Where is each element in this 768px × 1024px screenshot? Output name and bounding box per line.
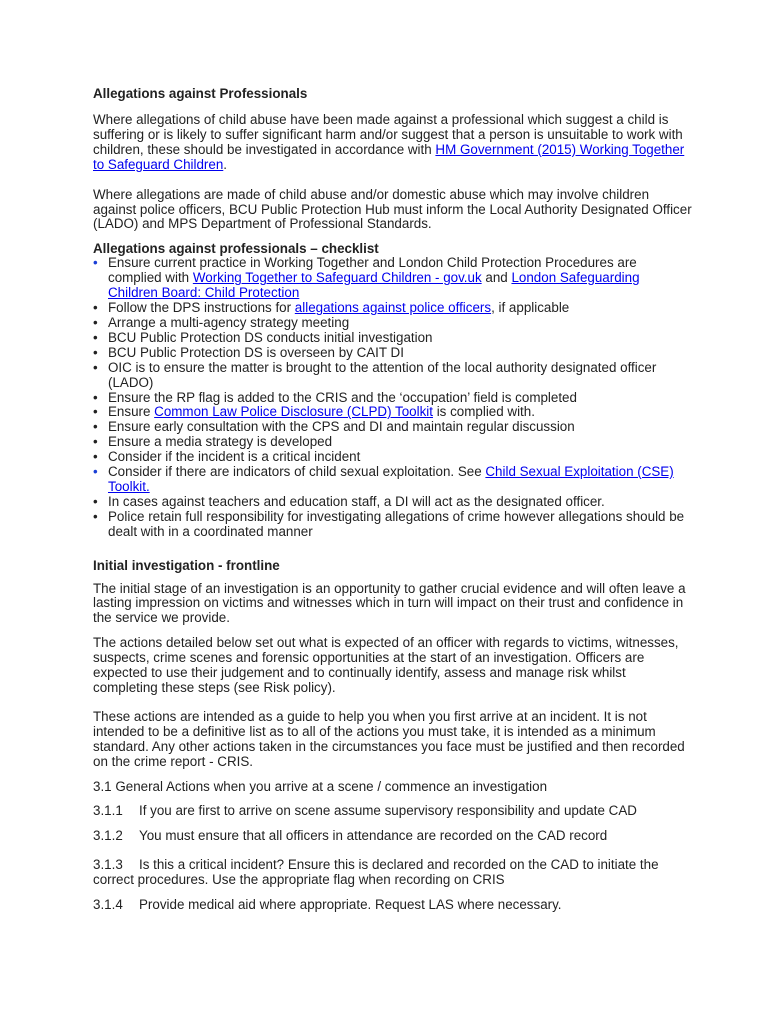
list-item-text: In cases against teachers and education staff, a DI will act as the designated officer. bbox=[108, 493, 605, 509]
bullet-icon: • bbox=[93, 508, 98, 524]
list-item-text: Ensure current practice in Working Together and London Child Protection Procedures are complied with bbox=[108, 255, 637, 286]
heading-initial-investigation: Initial investigation - frontline bbox=[93, 557, 280, 573]
list-item bbox=[93, 361, 693, 391]
list-item-text: OIC is to ensure the matter is brought to the attention of the local authority designated officer (LADO) bbox=[108, 359, 657, 390]
item-number: 3.1.4 bbox=[93, 897, 123, 913]
item-text: Provide medical aid where appropriate. Request LAS where necessary. bbox=[139, 897, 562, 913]
checklist-list bbox=[93, 256, 693, 539]
paragraph-text: Where allegations of child abuse have been made against a professional which suggest a child is suffering or is likely to suffer significant harm and/or suggest that a person is unsuitable to work with children, these should be investigated in accordance with bbox=[93, 112, 683, 157]
bullet-icon: • bbox=[93, 359, 98, 375]
bullet-icon: • bbox=[93, 300, 98, 316]
bullet-icon: • bbox=[93, 389, 98, 405]
paragraph-actions-guide: These actions are intended as a guide to help you when you first arrive at an incident. It is not intended to be a definitive list as to all of the actions you must take, it is intended as a minimum standard. Any other actions taken in the circumstances you face must be justified and then recorded on the crime report - CRIS. bbox=[93, 708, 685, 769]
list-item bbox=[93, 346, 693, 361]
link-london-safeguarding-children-board[interactable]: London Safeguarding Children Board: Child Protection bbox=[108, 270, 640, 301]
heading-allegations-against-professionals: Allegations against Professionals bbox=[93, 86, 308, 101]
link-clpd-toolkit[interactable]: Common Law Police Disclosure (CLPD) Toolkit bbox=[154, 404, 433, 420]
bullet-icon: • bbox=[93, 329, 98, 345]
list-item-text: Ensure a media strategy is developed bbox=[108, 434, 333, 450]
list-item-text: Ensure the RP flag is added to the CRIS and the ‘occupation’ field is completed bbox=[108, 389, 577, 405]
link-allegations-against-police-officers[interactable]: allegations against police officers bbox=[294, 300, 492, 316]
list-item bbox=[93, 301, 693, 316]
bullet-icon: • bbox=[93, 255, 98, 271]
list-item bbox=[93, 435, 693, 450]
item-text: If you are first to arrive on scene assume supervisory responsibility and update CAD bbox=[139, 803, 637, 819]
bullet-icon: • bbox=[93, 434, 98, 450]
list-item-text: Consider if the incident is a critical incident bbox=[108, 449, 361, 465]
list-item-text: Follow the DPS instructions for bbox=[108, 300, 295, 316]
bullet-icon: • bbox=[93, 404, 98, 420]
list-item bbox=[93, 316, 693, 331]
bullet-icon: • bbox=[93, 449, 98, 465]
bullet-icon: • bbox=[93, 464, 98, 480]
list-item-text: Ensure bbox=[108, 404, 155, 420]
bullet-icon: • bbox=[93, 314, 98, 330]
bullet-icon: • bbox=[93, 419, 98, 435]
list-item bbox=[93, 331, 693, 346]
heading-checklist: Allegations against professionals – checklist bbox=[93, 241, 379, 257]
paragraph-general-actions: 3.1 General Actions when you arrive at a scene / commence an investigation bbox=[93, 778, 548, 794]
bullet-icon: • bbox=[93, 493, 98, 509]
paragraph-allegations-police: Where allegations are made of child abuse and/or domestic abuse which may involve children against police officers, BCU Public Protection Hub must inform the Local Authority Designated Officer (LADO) and MPS Department of Professional Standards. bbox=[93, 186, 692, 232]
list-item-text: BCU Public Protection DS is overseen by CAIT DI bbox=[108, 344, 404, 360]
list-item-text: , if applicable bbox=[491, 300, 570, 316]
list-item bbox=[93, 405, 693, 420]
list-item-text: Consider if there are indicators of child sexual exploitation. See bbox=[108, 464, 486, 480]
list-item-text: BCU Public Protection DS conducts initial investigation bbox=[108, 329, 433, 345]
list-item bbox=[93, 495, 693, 510]
numbered-item-3-1-4 bbox=[93, 898, 693, 913]
paragraph-initial-stage: The initial stage of an investigation is an opportunity to gather crucial evidence and will often leave a lasting impression on victims and witnesses which in turn will impact on their trust and confidence in the service we provide. bbox=[93, 580, 686, 626]
list-item bbox=[93, 391, 693, 406]
item-text: Is this a critical incident? Ensure this is declared and recorded on the CAD to initiate the correct procedures. Use the appropriate flag when recording on CRIS bbox=[93, 857, 659, 888]
document-content bbox=[93, 86, 693, 913]
list-item-text: Ensure early consultation with the CPS and DI and maintain regular discussion bbox=[108, 419, 575, 435]
item-number: 3.1.3 bbox=[93, 857, 123, 873]
numbered-item-3-1-1 bbox=[93, 804, 693, 819]
paragraph-actions-detailed: The actions detailed below set out what is expected of an officer with regards to victims, witnesses, suspects, crime scenes and forensic opportunities at the start of an investigation. Officers are expected to use their judgement and to continually identify, assess and manage risk whilst completing these steps (see Risk policy). bbox=[93, 635, 679, 695]
list-item bbox=[93, 450, 693, 465]
list-item bbox=[93, 465, 693, 495]
paragraph-allegations-intro bbox=[93, 113, 693, 173]
paragraph-text: . bbox=[223, 156, 228, 172]
item-number: 3.1.2 bbox=[93, 828, 123, 844]
link-working-together-gov-uk[interactable]: Working Together to Safeguard Children - gov.uk bbox=[192, 270, 482, 286]
item-number: 3.1.1 bbox=[93, 803, 123, 819]
numbered-item-3-1-3 bbox=[93, 858, 693, 888]
list-item bbox=[93, 510, 693, 540]
numbered-item-3-1-2 bbox=[93, 829, 693, 844]
list-item-text: and bbox=[481, 270, 512, 286]
list-item-text: Arrange a multi-agency strategy meeting bbox=[108, 314, 350, 330]
list-item bbox=[93, 256, 693, 301]
list-item bbox=[93, 420, 693, 435]
item-text: You must ensure that all officers in attendance are recorded on the CAD record bbox=[139, 828, 608, 844]
list-item-text: Police retain full responsibility for investigating allegations of crime however allegations should be dealt with in a coordinated manner bbox=[108, 508, 685, 539]
link-hm-government-working-together[interactable]: HM Government (2015) Working Together to Safeguard Children bbox=[93, 141, 685, 172]
bullet-icon: • bbox=[93, 344, 98, 360]
link-cse-toolkit[interactable]: Child Sexual Exploitation (CSE) Toolkit. bbox=[108, 464, 674, 494]
list-item-text: is complied with. bbox=[432, 404, 535, 420]
